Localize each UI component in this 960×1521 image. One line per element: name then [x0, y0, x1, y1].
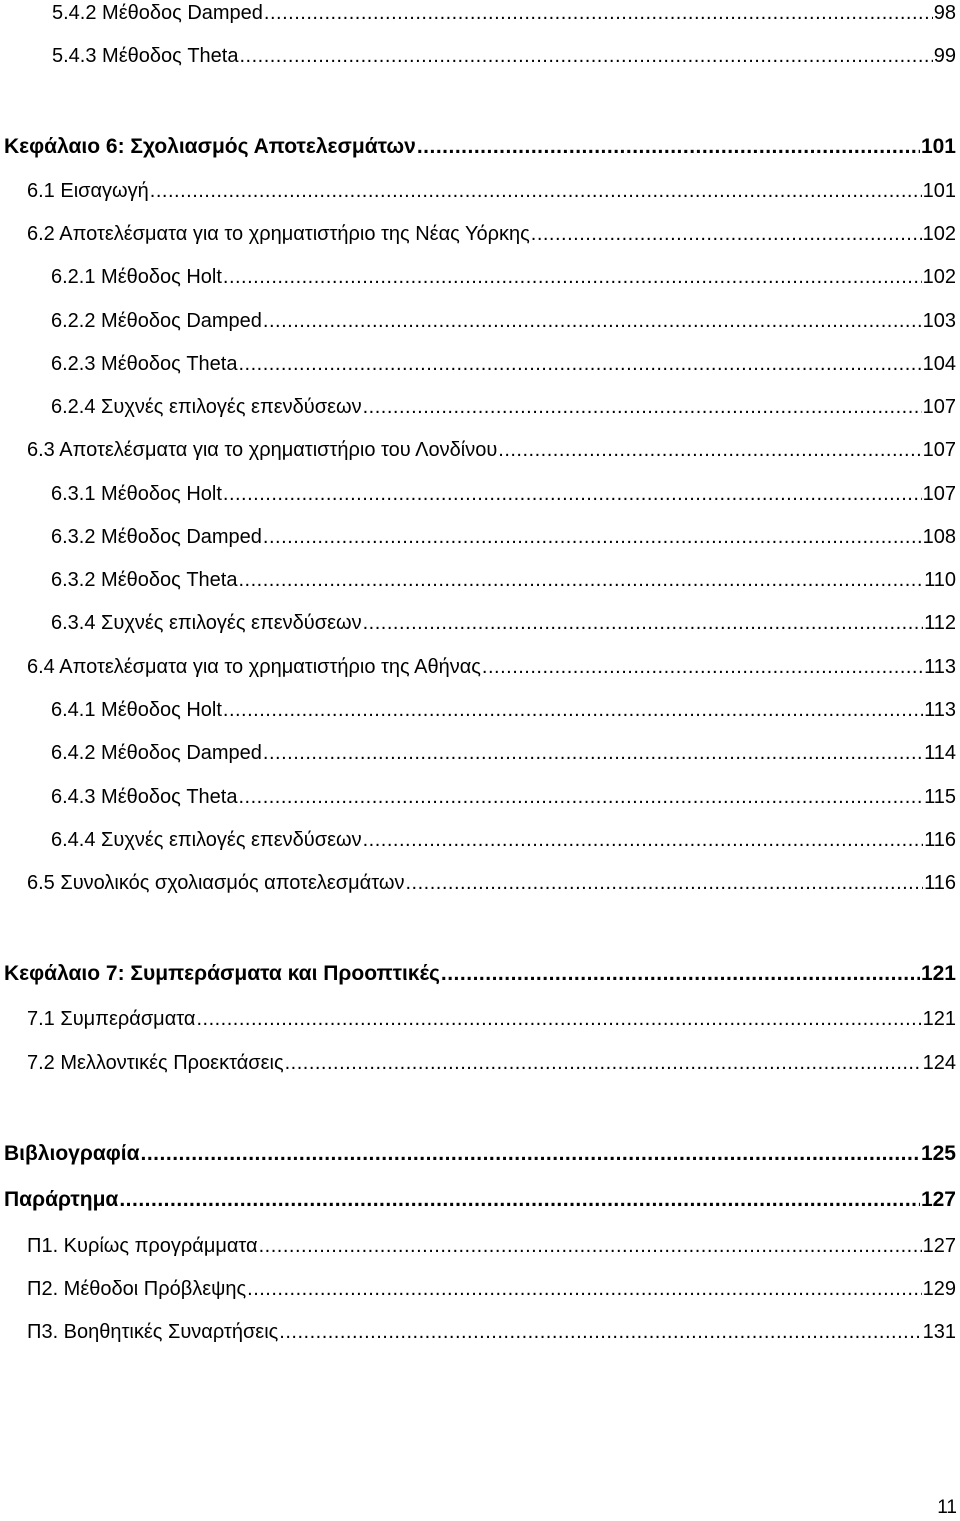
toc-entry[interactable] — [52, 0, 956, 26]
toc-entry-title: 6.2.4 Συχνές επιλογές επενδύσεων — [51, 396, 362, 418]
dot-leader — [417, 134, 920, 160]
dot-leader — [141, 1141, 920, 1167]
toc-entry-page: 102 — [922, 266, 956, 288]
dot-leader — [238, 567, 923, 593]
dot-leader — [263, 740, 923, 766]
toc-entry-page: 127 — [922, 1235, 956, 1257]
dot-leader — [263, 308, 922, 334]
toc-entry-title: 5.4.3 Μέθοδος Theta — [52, 45, 239, 67]
toc-entry-page: 113 — [924, 656, 956, 678]
toc-entry-page: 108 — [922, 526, 956, 548]
dot-leader — [238, 784, 923, 810]
toc-entry-title: 6.4 Αποτελέσματα για το χρηματιστήριο της Αθήνας — [27, 656, 481, 678]
toc-entry-page: 107 — [922, 483, 956, 505]
toc-entry-title: 6.3.2 Μέθοδος Theta — [51, 569, 238, 591]
toc-entry-page: 121 — [920, 962, 956, 985]
dot-leader — [247, 1276, 921, 1302]
dot-leader — [223, 481, 922, 507]
toc-entry-title: 6.2.2 Μέθοδος Damped — [51, 310, 262, 332]
toc-entry-page: 102 — [922, 223, 956, 245]
toc-entry-title: 6.2 Αποτελέσματα για το χρηματιστήριο της Νέας Υόρκης — [27, 223, 530, 245]
dot-leader — [264, 0, 933, 26]
toc-entry-title: 6.3.4 Συχνές επιλογές επενδύσεων — [51, 612, 362, 634]
toc-entry-page: 121 — [922, 1008, 956, 1030]
toc-entry-page: 115 — [924, 786, 956, 808]
page-number: 11 — [937, 1497, 957, 1518]
toc-entry-title: 7.1 Συμπεράσματα — [27, 1008, 196, 1030]
dot-leader — [363, 394, 922, 420]
toc-chapter-entry[interactable] — [4, 1141, 956, 1167]
toc-entry-page: 131 — [922, 1321, 956, 1343]
dot-leader — [223, 264, 922, 290]
toc-entry[interactable] — [51, 524, 956, 550]
toc-chapter-entry[interactable] — [4, 1187, 956, 1213]
dot-leader — [259, 1233, 922, 1259]
toc-entry[interactable] — [51, 697, 956, 723]
dot-leader — [150, 178, 922, 204]
toc-entry-title: Κεφάλαιο 7: Συμπεράσματα και Προοπτικές — [4, 962, 440, 985]
toc-entry-title: 6.3.2 Μέθοδος Damped — [51, 526, 262, 548]
toc-entry[interactable] — [27, 1050, 956, 1076]
toc-entry[interactable] — [51, 264, 956, 290]
dot-leader — [223, 697, 923, 723]
toc-entry-title: 6.1 Εισαγωγή — [27, 180, 149, 202]
toc-entry[interactable] — [27, 1006, 956, 1032]
toc-entry-title: 6.5 Συνολικός σχολιασμός αποτελεσμάτων — [27, 872, 405, 894]
dot-leader — [263, 524, 922, 550]
toc-chapter-entry[interactable] — [4, 134, 956, 160]
toc-entry-title: Βιβλιογραφία — [4, 1142, 140, 1165]
toc-entry-page: 107 — [922, 396, 956, 418]
toc-entry-title: 7.2 Μελλοντικές Προεκτάσεις — [27, 1052, 284, 1074]
toc-entry-page: 129 — [922, 1278, 956, 1300]
toc-entry-page: 116 — [924, 872, 956, 894]
dot-leader — [363, 827, 923, 853]
toc-entry-title: Π1. Κυρίως προγράμματα — [27, 1235, 258, 1257]
dot-leader — [441, 961, 920, 987]
toc-entry-page: 114 — [924, 742, 956, 764]
dot-leader — [239, 43, 932, 69]
toc-entry-page: 112 — [924, 612, 956, 634]
toc-entry-page: 116 — [924, 829, 956, 851]
toc-entry[interactable] — [27, 654, 956, 680]
toc-entry-title: 6.3 Αποτελέσματα για το χρηματιστήριο του Λονδίνου — [27, 439, 498, 461]
toc-entry-page: 107 — [922, 439, 956, 461]
dot-leader — [482, 654, 923, 680]
toc-entry-title: 6.2.1 Μέθοδος Holt — [51, 266, 222, 288]
dot-leader — [119, 1187, 920, 1213]
toc-entry[interactable] — [51, 351, 956, 377]
toc-entry-page: 127 — [920, 1188, 956, 1211]
toc-entry[interactable] — [27, 1276, 956, 1302]
toc-entry[interactable] — [27, 870, 956, 896]
dot-leader — [405, 870, 923, 896]
dot-leader — [238, 351, 921, 377]
toc-entry[interactable] — [51, 740, 956, 766]
toc-entry[interactable] — [27, 437, 956, 463]
toc-entry-page: 103 — [922, 310, 956, 332]
dot-leader — [196, 1006, 921, 1032]
toc-entry[interactable] — [51, 481, 956, 507]
toc-entry-title: 6.2.3 Μέθοδος Theta — [51, 353, 238, 375]
toc-entry[interactable] — [51, 610, 956, 636]
toc-entry[interactable] — [27, 1233, 956, 1259]
toc-entry-title: Π3. Βοηθητικές Συναρτήσεις — [27, 1321, 279, 1343]
toc-entry-page: 101 — [920, 135, 956, 158]
toc-chapter-entry[interactable] — [4, 961, 956, 987]
dot-leader — [531, 221, 922, 247]
toc-entry[interactable] — [51, 567, 956, 593]
toc-entry-title: 6.4.1 Μέθοδος Holt — [51, 699, 222, 721]
toc-entry[interactable] — [51, 827, 956, 853]
toc-entry-title: 5.4.2 Μέθοδος Damped — [52, 2, 263, 24]
toc-entry-title: 6.4.4 Συχνές επιλογές επενδύσεων — [51, 829, 362, 851]
toc-entry-page: 104 — [922, 353, 956, 375]
toc-entry[interactable] — [52, 43, 956, 69]
toc-entry-title: Παράρτημα — [4, 1188, 119, 1211]
toc-entry-page: 124 — [922, 1052, 956, 1074]
toc-entry[interactable] — [51, 394, 956, 420]
dot-leader — [279, 1319, 921, 1345]
toc-entry-title: 6.3.1 Μέθοδος Holt — [51, 483, 222, 505]
dot-leader — [498, 437, 921, 463]
toc-entry[interactable] — [51, 784, 956, 810]
toc-entry-page: 110 — [924, 569, 956, 591]
toc-entry-title: 6.4.3 Μέθοδος Theta — [51, 786, 238, 808]
toc-entry[interactable] — [51, 308, 956, 334]
toc-entry[interactable] — [27, 221, 956, 247]
toc-entry-page: 113 — [924, 699, 956, 721]
toc-entry-title: Π2. Μέθοδοι Πρόβλεψης — [27, 1278, 247, 1300]
toc-entry[interactable] — [27, 1319, 956, 1345]
toc-entry[interactable] — [27, 178, 956, 204]
dot-leader — [363, 610, 923, 636]
toc-entry-title: 6.4.2 Μέθοδος Damped — [51, 742, 262, 764]
dot-leader — [285, 1050, 922, 1076]
toc-entry-title: Κεφάλαιο 6: Σχολιασμός Αποτελεσμάτων — [4, 135, 416, 158]
toc-entry-page: 125 — [920, 1142, 956, 1165]
toc-entry-page: 101 — [922, 180, 956, 202]
toc-entry-page: 99 — [933, 45, 956, 67]
toc-entry-page: 98 — [933, 2, 956, 24]
